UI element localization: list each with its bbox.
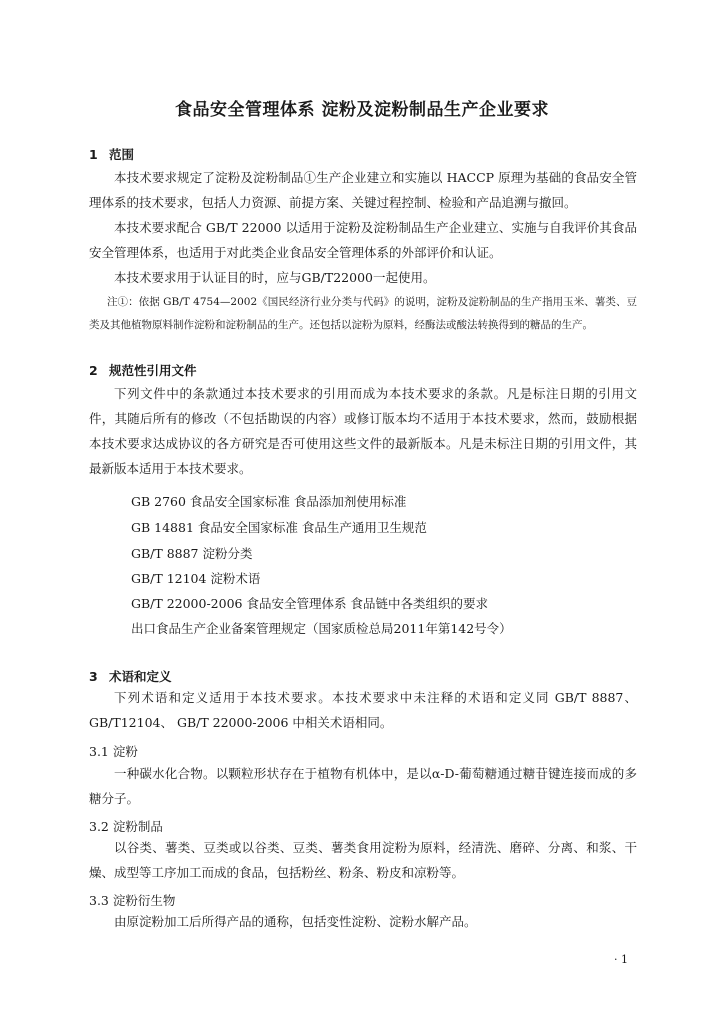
section-3-paragraph-1: 下列术语和定义适用于本技术要求。本技术要求中未注释的术语和定义同 GB/T 8887、GB/T12104、 GB/T 22000-2006 中相关术语相同。 [89, 690, 637, 730]
subsection-3-2-title: 3.2 淀粉制品 [89, 819, 163, 834]
section-1-footnote: 注①：依据 GB/T 4754—2002《国民经济行业分类与代码》的说明，淀粉及淀粉制品的生产指用玉米、薯类、豆类及其他植物原料制作淀粉和淀粉制品的生产。还包括以淀粉为原料，经酶法或酸法转换得到的糖品的生产。 [89, 296, 637, 331]
section-1-paragraph-2: 本技术要求配合 GB/T 22000 以适用于淀粉及淀粉制品生产企业建立、实施与自我评价其食品安全管理体系，也适用于对此类企业食品安全管理体系的外部评价和认证。 [89, 220, 637, 260]
reference-item: GB/T 12104 淀粉术语 [131, 571, 261, 586]
subsection-3-1-title: 3.1 淀粉 [89, 744, 138, 759]
subsection-3-3-text: 由原淀粉加工后所得产品的通称，包括变性淀粉、淀粉水解产品。 [114, 914, 477, 929]
section-2-paragraph-1: 下列文件中的条款通过本技术要求的引用而成为本技术要求的条款。凡是标注日期的引用文件，其随后所有的修改（不包括勘误的内容）或修订版本均不适用于本技术要求，然而，鼓励根据本技术要求达成协议的各方研究是否可使用这些文件的最新版本。凡是未标注日期的引用文件，其最新版本适用于本技术要求。 [89, 386, 637, 476]
section-1-title: 范围 [109, 147, 135, 162]
reference-item: GB 2760 食品安全国家标准 食品添加剂使用标准 [131, 494, 407, 509]
section-3-heading [89, 667, 172, 685]
section-3-number: 3 [89, 669, 98, 684]
section-1-heading [89, 145, 134, 163]
subsection-3-2-text: 以谷类、薯类、豆类或以谷类、豆类、薯类食用淀粉为原料，经清洗、磨碎、分离、和浆、干燥、成型等工序加工而成的食品，包括粉丝、粉条、粉皮和凉粉等。 [89, 840, 637, 880]
subsection-3-1-text: 一种碳水化合物。以颗粒形状存在于植物有机体中，是以α-D-葡萄糖通过糖苷键连接而成的多糖分子。 [89, 766, 637, 806]
reference-item: 出口食品生产企业备案管理规定（国家质检总局2011年第142号令） [131, 621, 512, 636]
section-1-number: 1 [89, 147, 98, 162]
page-number: · 1 [614, 953, 628, 966]
section-2-heading [89, 361, 197, 379]
section-1-paragraph-3: 本技术要求用于认证目的时，应与GB/T22000一起使用。 [114, 270, 436, 285]
section-3-title: 术语和定义 [109, 669, 172, 684]
section-2-title: 规范性引用文件 [109, 363, 197, 378]
reference-item: GB/T 22000-2006 食品安全管理体系 食品链中各类组织的要求 [131, 596, 488, 611]
document-title: 食品安全管理体系 淀粉及淀粉制品生产企业要求 [175, 100, 549, 120]
subsection-3-3-title: 3.3 淀粉衍生物 [89, 893, 176, 908]
section-1-paragraph-1: 本技术要求规定了淀粉及淀粉制品①生产企业建立和实施以 HACCP 原理为基础的食品安全管理体系的技术要求，包括人力资源、前提方案、关键过程控制、检验和产品追溯与撤回。 [89, 170, 637, 210]
reference-item: GB 14881 食品安全国家标准 食品生产通用卫生规范 [131, 520, 427, 535]
reference-item: GB/T 8887 淀粉分类 [131, 546, 253, 561]
section-2-number: 2 [89, 363, 98, 378]
